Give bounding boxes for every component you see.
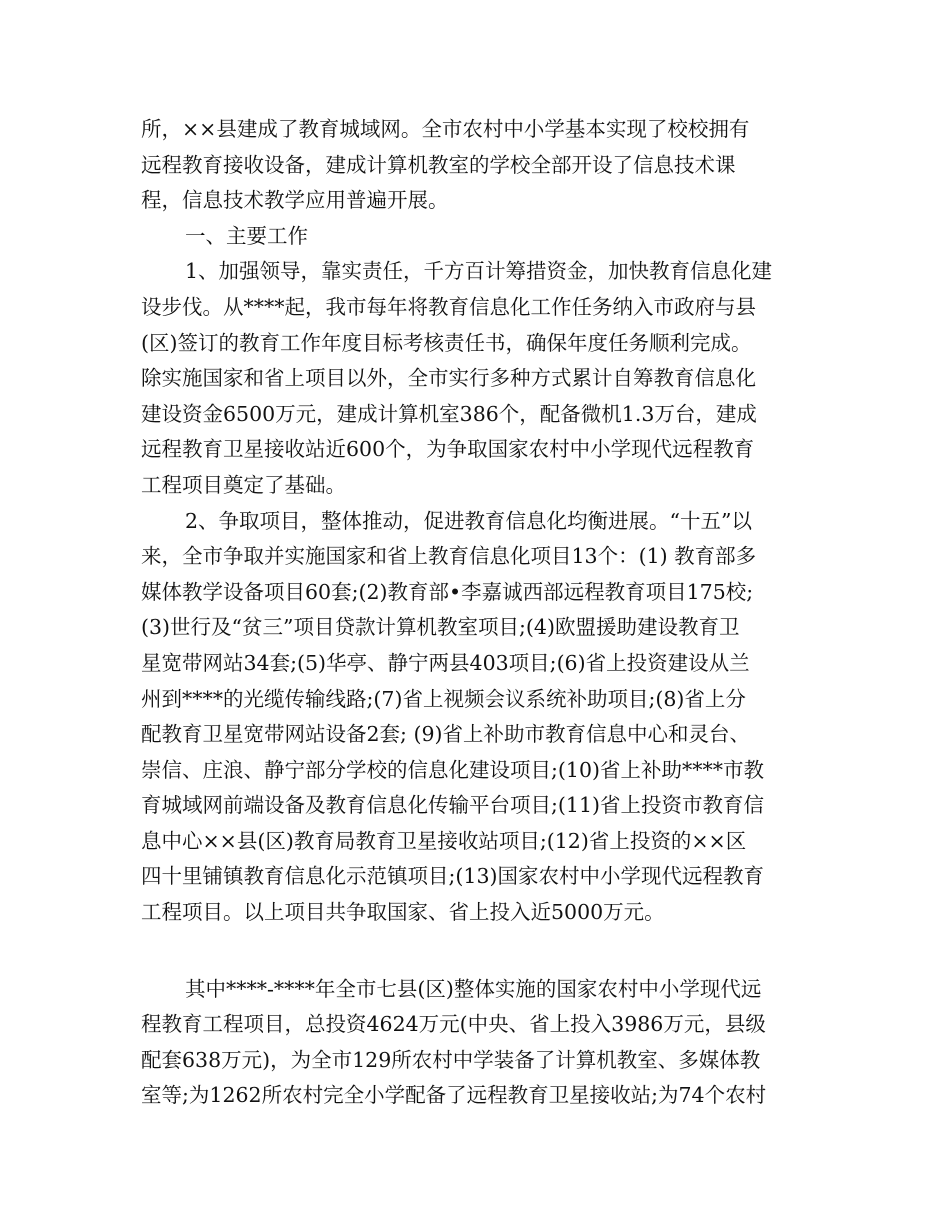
text-line: 除实施国家和省上项目以外，全市实行多种方式累计自筹教育信息化 bbox=[141, 366, 756, 391]
paragraph-spacer bbox=[141, 931, 821, 972]
text-line: 程教育工程项目，总投资4624万元(中央、省上投入3986万元，县级 bbox=[141, 1012, 766, 1037]
text-line: 育城域网前端设备及教育信息化传输平台项目;(11)省上投资市教育信 bbox=[141, 793, 764, 818]
text-line: 2、争取项目，整体推动，促进教育信息化均衡进展。“十五”以 bbox=[185, 508, 753, 533]
text-line: 程，信息技术教学应用普遍开展。 bbox=[141, 188, 449, 213]
text-line: 所，××县建成了教育城域网。全市农村中小学基本实现了校校拥有 bbox=[141, 117, 750, 141]
text-line: 来，全市争取并实施国家和省上教育信息化项目13个：(1) 教育部多 bbox=[141, 544, 757, 569]
document-body bbox=[141, 112, 821, 1114]
text-line: (3)世行及“贫三”项目贷款计算机教室项目;(4)欧盟援助建设教育卫 bbox=[141, 615, 740, 640]
text-line: 工程项目奠定了基础。 bbox=[141, 472, 346, 497]
text-line: 远程教育卫星接收站近600个，为争取国家农村中小学现代远程教育 bbox=[141, 437, 755, 462]
text-line: 其中****-****年全市七县(区)整体实施的国家农村中小学现代远 bbox=[185, 976, 762, 1001]
text-line: 息中心××县(区)教育局教育卫星接收站项目;(12)省上投资的××区 bbox=[141, 828, 747, 853]
text-line: 四十里铺镇教育信息化示范镇项目;(13)国家农村中小学现代远程教育 bbox=[141, 864, 764, 889]
text-line: 设步伐。从****起，我市每年将教育信息化工作任务纳入市政府与县 bbox=[141, 294, 756, 319]
text-line: 1、加强领导，靠实责任，千方百计筹措资金，加快教育信息化建 bbox=[185, 259, 773, 284]
text-line: 远程教育接收设备，建成计算机教室的学校全部开设了信息技术课 bbox=[141, 152, 736, 177]
text-line: (区)签订的教育工作年度目标考核责任书，确保年度任务顺利完成。 bbox=[141, 330, 752, 355]
text-line: 建设资金6500万元，建成计算机室386个，配备微机1.3万台，建成 bbox=[141, 401, 757, 426]
text-line: 室等;为1262所农村完全小学配备了远程教育卫星接收站;为74个农村 bbox=[141, 1083, 767, 1108]
text-line: 工程项目。以上项目共争取国家、省上投入近5000万元。 bbox=[141, 900, 665, 925]
text-line: 配套638万元)，为全市129所农村中学装备了计算机教室、多媒体教 bbox=[141, 1047, 761, 1072]
text-line: 媒体教学设备项目60套;(2)教育部•李嘉诚西部远程教育项目175校; bbox=[141, 579, 754, 604]
text-line: 州到****的光缆传输线路;(7)省上视频会议系统补助项目;(8)省上分 bbox=[141, 686, 746, 711]
text-line: 星宽带网站34套;(5)华亭、静宁两县403项目;(6)省上投资建设从兰 bbox=[141, 650, 750, 675]
text-line: 崇信、庄浪、静宁部分学校的信息化建设项目;(10)省上补助****市教 bbox=[141, 757, 764, 782]
section-heading: 一、主要工作 bbox=[185, 223, 308, 248]
text-line: 配教育卫星宽带网站设备2套; (9)省上补助市教育信息中心和灵台、 bbox=[141, 722, 751, 747]
